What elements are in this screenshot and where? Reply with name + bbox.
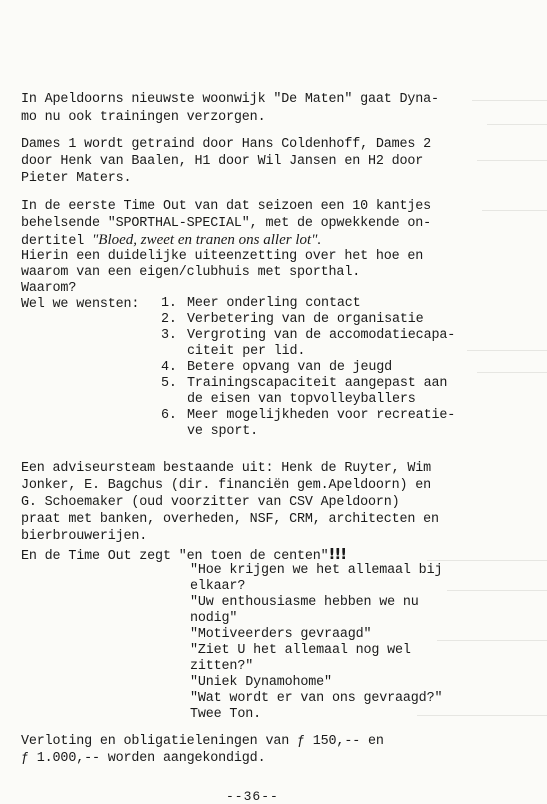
paragraph-trainers-line-2: door Henk van Baalen, H1 door Wil Jansen en H2 door <box>21 154 424 169</box>
quote-line: Twee Ton. <box>190 707 261 722</box>
list-item <box>161 408 491 440</box>
paragraph-timeout-line-4: Hierin een duidelijke uiteenzetting over het hoe en <box>21 249 424 264</box>
paragraph-lottery-line-2: ƒ 1.000,-- worden aangekondigd. <box>21 751 266 766</box>
list-item <box>161 296 491 312</box>
intro-text: En de Time Out zegt "en toen de centen" <box>21 549 329 564</box>
list-text: Meer mogelijkheden voor recreatie- ve sport. <box>187 408 456 439</box>
subtitle-italic: "Bloed, zweet en tranen ons aller lot". <box>91 232 322 248</box>
quote-line: "Motiveerders gevraagd" <box>190 627 372 642</box>
paragraph-advisors-line-4: praat met banken, overheden, NSF, CRM, architecten en <box>21 512 439 527</box>
list-item <box>161 360 491 376</box>
paragraph-timeout-line-5: waarom van een eigen/clubhuis met sporthal. <box>21 265 361 280</box>
paragraph-timeout-line-2: behelsende "SPORTHAL-SPECIAL", met de opwekkende on- <box>21 216 432 231</box>
paragraph-advisors-line-5: bierbrouwerijen. <box>21 529 148 544</box>
list-number: 5. <box>161 376 177 391</box>
paragraph-advisors-line-3: G. Schoemaker (oud voorzitter van CSV Apeldoorn) <box>21 495 400 510</box>
list-item <box>161 328 491 360</box>
paragraph-lottery-line-1: Verloting en obligatieleningen van ƒ 150,-- en <box>21 734 384 749</box>
paragraph-intro-line-2: mo nu ook trainingen verzorgen. <box>21 110 266 125</box>
list-text: Trainingscapaciteit aangepast aan de eisen van topvolleyballers <box>187 376 448 407</box>
paragraph-trainers-line-3: Pieter Maters. <box>21 171 132 186</box>
list-item <box>161 376 491 408</box>
list-number: 2. <box>161 312 177 327</box>
quote-line: "Hoe krijgen we het allemaal bij elkaar? <box>190 563 443 594</box>
list-number: 3. <box>161 328 177 343</box>
paragraph-intro-line-1: In Apeldoorns nieuwste woonwijk "De Maten" gaat Dyna- <box>21 92 439 107</box>
list-text: Betere opvang van de jeugd <box>187 360 393 375</box>
quotes-block <box>190 563 490 723</box>
list-item <box>161 312 491 328</box>
list-number: 6. <box>161 408 177 423</box>
list-number: 4. <box>161 360 177 375</box>
list-number: 1. <box>161 296 177 311</box>
paragraph-timeout-line-1: In de eerste Time Out van dat seizoen een 10 kantjes <box>21 199 432 214</box>
paragraph-advisors-line-1: Een adviseursteam bestaande uit: Henk de Ruyter, Wim <box>21 461 432 476</box>
list-text: Vergroting van de accomodatiecapa- citeit per lid. <box>187 328 456 359</box>
paragraph-advisors-line-2: Jonker, E. Bagchus (dir. financiën gem.Apeldoorn) en <box>21 478 432 493</box>
wishes-intro: Wel we wensten: <box>21 297 140 312</box>
quote-line: "Uniek Dynamohome" <box>190 675 332 690</box>
wishes-list <box>161 296 491 440</box>
list-text: Meer onderling contact <box>187 296 361 311</box>
paragraph-timeout-line-6: Waarom? <box>21 281 77 296</box>
subtitle-prefix: dertitel <box>21 234 92 249</box>
page-number: --36-- <box>226 789 279 804</box>
paragraph-timeout-line-3 <box>21 232 321 250</box>
list-text: Verbetering van de organisatie <box>187 312 424 327</box>
quote-line: "Uw enthousiasme hebben we nu nodig" <box>190 595 419 626</box>
paragraph-trainers-line-1: Dames 1 wordt getraind door Hans Coldenhoff, Dames 2 <box>21 137 432 152</box>
quote-line: "Wat wordt er van ons gevraagd?" <box>190 691 443 706</box>
handwritten-exclamation: !!! <box>328 545 347 563</box>
quote-line: "Ziet U het allemaal nog wel zitten?" <box>190 643 411 674</box>
